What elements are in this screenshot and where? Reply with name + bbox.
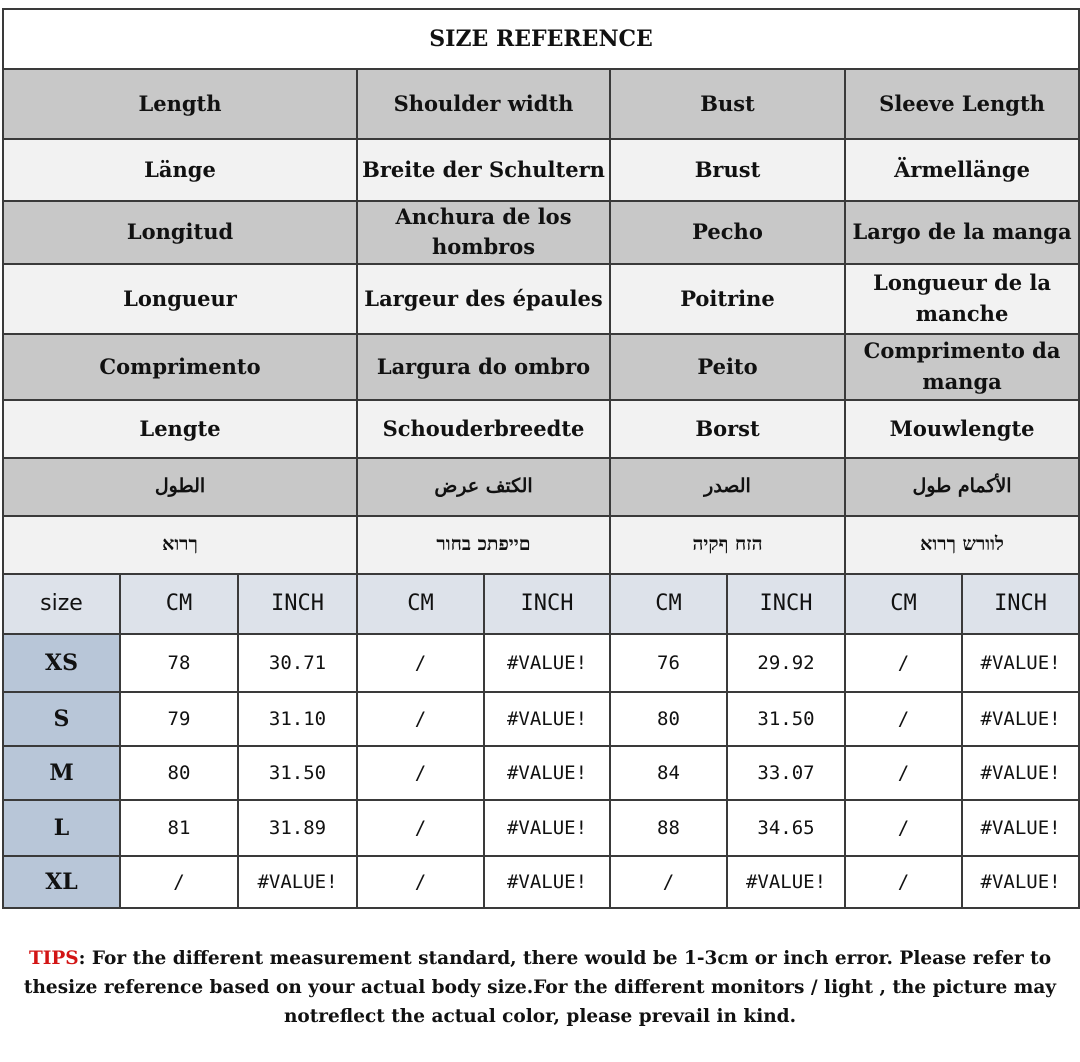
- header-cell: الصدر: [610, 458, 845, 516]
- unit-inch-header: INCH: [962, 574, 1079, 634]
- header-cell: Peito: [610, 334, 845, 400]
- header-cell: Shoulder width: [357, 69, 610, 139]
- table-cell: /: [845, 746, 962, 800]
- table-cell: /: [845, 692, 962, 746]
- table-cell: /: [357, 856, 484, 908]
- table-cell: 31.10: [238, 692, 357, 746]
- header-cell: םייפתכ בחור: [357, 516, 610, 574]
- table-cell: #VALUE!: [962, 800, 1079, 856]
- table-cell: /: [357, 800, 484, 856]
- table-row: [3, 800, 1079, 856]
- unit-cm-header: CM: [845, 574, 962, 634]
- table-cell: /: [845, 634, 962, 692]
- header-cell: הזח ףקיה: [610, 516, 845, 574]
- table-cell: #VALUE!: [962, 746, 1079, 800]
- header-cell: Länge: [3, 139, 357, 201]
- table-cell: /: [357, 634, 484, 692]
- unit-inch-header: INCH: [484, 574, 610, 634]
- header-cell: Largo de la manga: [845, 201, 1079, 264]
- table-cell: 80: [120, 746, 238, 800]
- header-cell: Longueur de la manche: [845, 264, 1079, 334]
- header-cell: Lengte: [3, 400, 357, 458]
- unit-inch-header: INCH: [727, 574, 845, 634]
- table-cell: 78: [120, 634, 238, 692]
- header-cell: Longueur: [3, 264, 357, 334]
- unit-cm-header: CM: [610, 574, 727, 634]
- size-label: M: [3, 746, 120, 800]
- table-title: SIZE REFERENCE: [3, 9, 1079, 69]
- header-cell: Borst: [610, 400, 845, 458]
- header-row-en: [3, 69, 1079, 139]
- size-label: XL: [3, 856, 120, 908]
- table-cell: 84: [610, 746, 727, 800]
- header-cell: Poitrine: [610, 264, 845, 334]
- table-cell: 31.50: [238, 746, 357, 800]
- table-cell: 80: [610, 692, 727, 746]
- table-cell: 79: [120, 692, 238, 746]
- header-cell: Bust: [610, 69, 845, 139]
- table-cell: #VALUE!: [727, 856, 845, 908]
- table-cell: /: [610, 856, 727, 908]
- table-cell: #VALUE!: [962, 856, 1079, 908]
- header-row-es: [3, 201, 1079, 264]
- table-cell: #VALUE!: [238, 856, 357, 908]
- header-cell: Comprimento: [3, 334, 357, 400]
- table-row: [3, 692, 1079, 746]
- header-cell: Comprimento da manga: [845, 334, 1079, 400]
- header-cell: Ärmellänge: [845, 139, 1079, 201]
- unit-inch-header: INCH: [238, 574, 357, 634]
- table-cell: 29.92: [727, 634, 845, 692]
- unit-size-header: size: [3, 574, 120, 634]
- header-row-pt: [3, 334, 1079, 400]
- table-cell: #VALUE!: [484, 856, 610, 908]
- header-cell: Breite der Schultern: [357, 139, 610, 201]
- table-cell: #VALUE!: [484, 800, 610, 856]
- unit-cm-header: CM: [357, 574, 484, 634]
- header-cell: Largura do ombro: [357, 334, 610, 400]
- size-label: L: [3, 800, 120, 856]
- header-cell: الكتف عرض: [357, 458, 610, 516]
- table-cell: /: [845, 800, 962, 856]
- table-cell: 33.07: [727, 746, 845, 800]
- table-cell: #VALUE!: [962, 634, 1079, 692]
- tips-text: : For the different measurement standard, there would be 1-3cm or inch error. Please refer to thesize reference based on your actual body size.For the different monitors / light , the picture may notreflect the actual color, please prevail in kind.: [23, 948, 1057, 1027]
- table-cell: 30.71: [238, 634, 357, 692]
- table-cell: 31.89: [238, 800, 357, 856]
- header-row-nl: [3, 400, 1079, 458]
- table-cell: #VALUE!: [484, 746, 610, 800]
- table-cell: #VALUE!: [484, 634, 610, 692]
- tips-note: [6, 944, 1074, 1031]
- header-row-fr: [3, 264, 1079, 334]
- header-cell: לוורש ךרוא: [845, 516, 1079, 574]
- table-cell: /: [845, 856, 962, 908]
- header-row-he: [3, 516, 1079, 574]
- unit-row: [3, 574, 1079, 634]
- table-row: [3, 634, 1079, 692]
- table-row: [3, 856, 1079, 908]
- table-cell: /: [120, 856, 238, 908]
- table-cell: #VALUE!: [962, 692, 1079, 746]
- header-cell: Length: [3, 69, 357, 139]
- header-row-de: [3, 139, 1079, 201]
- header-cell: الأكمام طول: [845, 458, 1079, 516]
- table-cell: #VALUE!: [484, 692, 610, 746]
- header-cell: Brust: [610, 139, 845, 201]
- table-cell: 88: [610, 800, 727, 856]
- tips-label: TIPS: [28, 948, 79, 969]
- header-cell: Anchura de los hombros: [357, 201, 610, 264]
- header-row-ar: [3, 458, 1079, 516]
- table-cell: 76: [610, 634, 727, 692]
- table-cell: /: [357, 692, 484, 746]
- header-cell: Largeur des épaules: [357, 264, 610, 334]
- header-cell: ךרוא: [3, 516, 357, 574]
- size-reference-table: [2, 8, 1080, 909]
- unit-cm-header: CM: [120, 574, 238, 634]
- table-cell: 31.50: [727, 692, 845, 746]
- header-cell: Schouderbreedte: [357, 400, 610, 458]
- table-cell: 34.65: [727, 800, 845, 856]
- size-label: S: [3, 692, 120, 746]
- table-cell: 81: [120, 800, 238, 856]
- header-cell: Sleeve Length: [845, 69, 1079, 139]
- table-row: [3, 746, 1079, 800]
- header-cell: Pecho: [610, 201, 845, 264]
- header-cell: Longitud: [3, 201, 357, 264]
- size-label: XS: [3, 634, 120, 692]
- table-cell: /: [357, 746, 484, 800]
- header-cell: Mouwlengte: [845, 400, 1079, 458]
- header-cell: الطول: [3, 458, 357, 516]
